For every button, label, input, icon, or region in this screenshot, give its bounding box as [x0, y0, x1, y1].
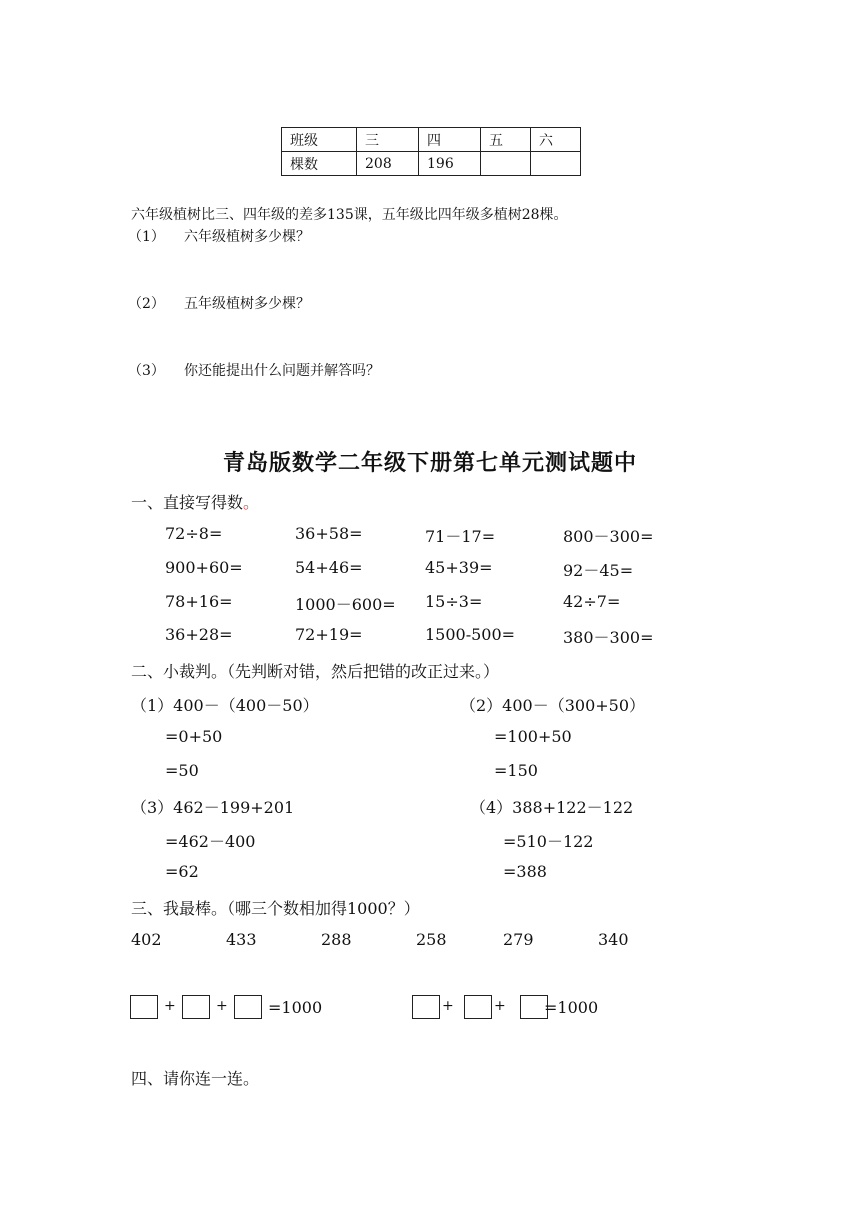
- number-option: 288: [321, 930, 352, 949]
- judge-expression: （2）400－（300+50）: [460, 696, 646, 715]
- arith-item: 72÷8=: [165, 524, 223, 543]
- number-option: 402: [131, 930, 162, 949]
- judge-step: =150: [494, 761, 538, 780]
- answer-box[interactable]: [182, 995, 210, 1019]
- problem-statement: 六年级植树比三、四年级的差多135课，五年级比四年级多植树28棵。: [131, 207, 568, 223]
- equation-result: =1000: [544, 998, 599, 1017]
- section-heading: 二、小裁判。（先判断对错，然后把错的改正过来。）: [131, 662, 500, 681]
- plus-sign: +: [216, 998, 228, 1014]
- question-text: 五年级植树多少棵？: [184, 296, 310, 312]
- arith-item: 42÷7=: [563, 592, 621, 611]
- table-cell: 四: [419, 128, 481, 152]
- plus-sign: +: [164, 998, 176, 1014]
- arith-item: 15÷3=: [425, 592, 483, 611]
- arith-item: 45+39=: [425, 558, 493, 577]
- arith-item: 800－300=: [563, 527, 654, 546]
- number-option: 433: [226, 930, 257, 949]
- answer-box[interactable]: [234, 995, 262, 1019]
- judge-step: =510－122: [503, 832, 594, 851]
- arith-item: 54+46=: [295, 558, 363, 577]
- section-heading: 四、请你连一连。: [131, 1069, 260, 1088]
- section-heading: 三、我最棒。（哪三个数相加得1000？）: [131, 899, 420, 918]
- table-cell: [531, 152, 581, 176]
- table-cell: 三: [357, 128, 419, 152]
- question-text: 六年级植树多少棵？: [184, 229, 310, 245]
- arith-item: 1500-500=: [425, 625, 516, 644]
- page-title: 青岛版数学二年级下册第七单元测试题中: [222, 451, 637, 476]
- number-option: 340: [598, 930, 629, 949]
- arith-item: 900+60=: [165, 558, 243, 577]
- judge-step: =0+50: [165, 727, 223, 746]
- section-heading-mark: 。: [243, 493, 260, 512]
- plus-sign: +: [494, 998, 506, 1014]
- judge-expression: （4）388+122－122: [470, 798, 634, 817]
- judge-step: =62: [165, 862, 199, 881]
- table-cell: 六: [531, 128, 581, 152]
- judge-step: =462－400: [165, 832, 256, 851]
- section-heading: [131, 490, 259, 513]
- judge-step: =100+50: [494, 727, 572, 746]
- number-option: 279: [503, 930, 534, 949]
- answer-box[interactable]: [464, 995, 492, 1019]
- equation-result: =1000: [268, 998, 323, 1017]
- table-cell: [481, 152, 531, 176]
- section-heading-text: 一、直接写得数: [131, 493, 244, 512]
- number-option: 258: [416, 930, 447, 949]
- question-number: （3）: [128, 363, 165, 379]
- question-number: （1）: [128, 229, 165, 245]
- arith-item: 1000－600=: [295, 595, 396, 614]
- arith-item: 380－300=: [563, 628, 654, 647]
- answer-box[interactable]: [130, 995, 158, 1019]
- judge-expression: （3）462－199+201: [131, 798, 295, 817]
- judge-expression: （1）400－（400－50）: [131, 696, 319, 715]
- arith-item: 36+58=: [295, 524, 363, 543]
- table-cell: 班级: [282, 128, 357, 152]
- question-number: （2）: [128, 296, 165, 312]
- tree-count-table: [281, 127, 581, 176]
- table-cell: 196: [419, 152, 481, 176]
- table-row: [282, 128, 581, 152]
- judge-step: =388: [503, 862, 547, 881]
- question-text: 你还能提出什么问题并解答吗？: [184, 363, 380, 379]
- judge-step: =50: [165, 761, 199, 780]
- table-cell: 五: [481, 128, 531, 152]
- arith-item: 71－17=: [425, 527, 496, 546]
- table-cell: 208: [357, 152, 419, 176]
- arith-item: 36+28=: [165, 625, 233, 644]
- plus-sign: +: [442, 998, 454, 1014]
- table-row: [282, 152, 581, 176]
- answer-box[interactable]: [412, 995, 440, 1019]
- arith-item: 72+19=: [295, 625, 363, 644]
- table-cell: 棵数: [282, 152, 357, 176]
- arith-item: 78+16=: [165, 592, 233, 611]
- arith-item: 92－45=: [563, 561, 634, 580]
